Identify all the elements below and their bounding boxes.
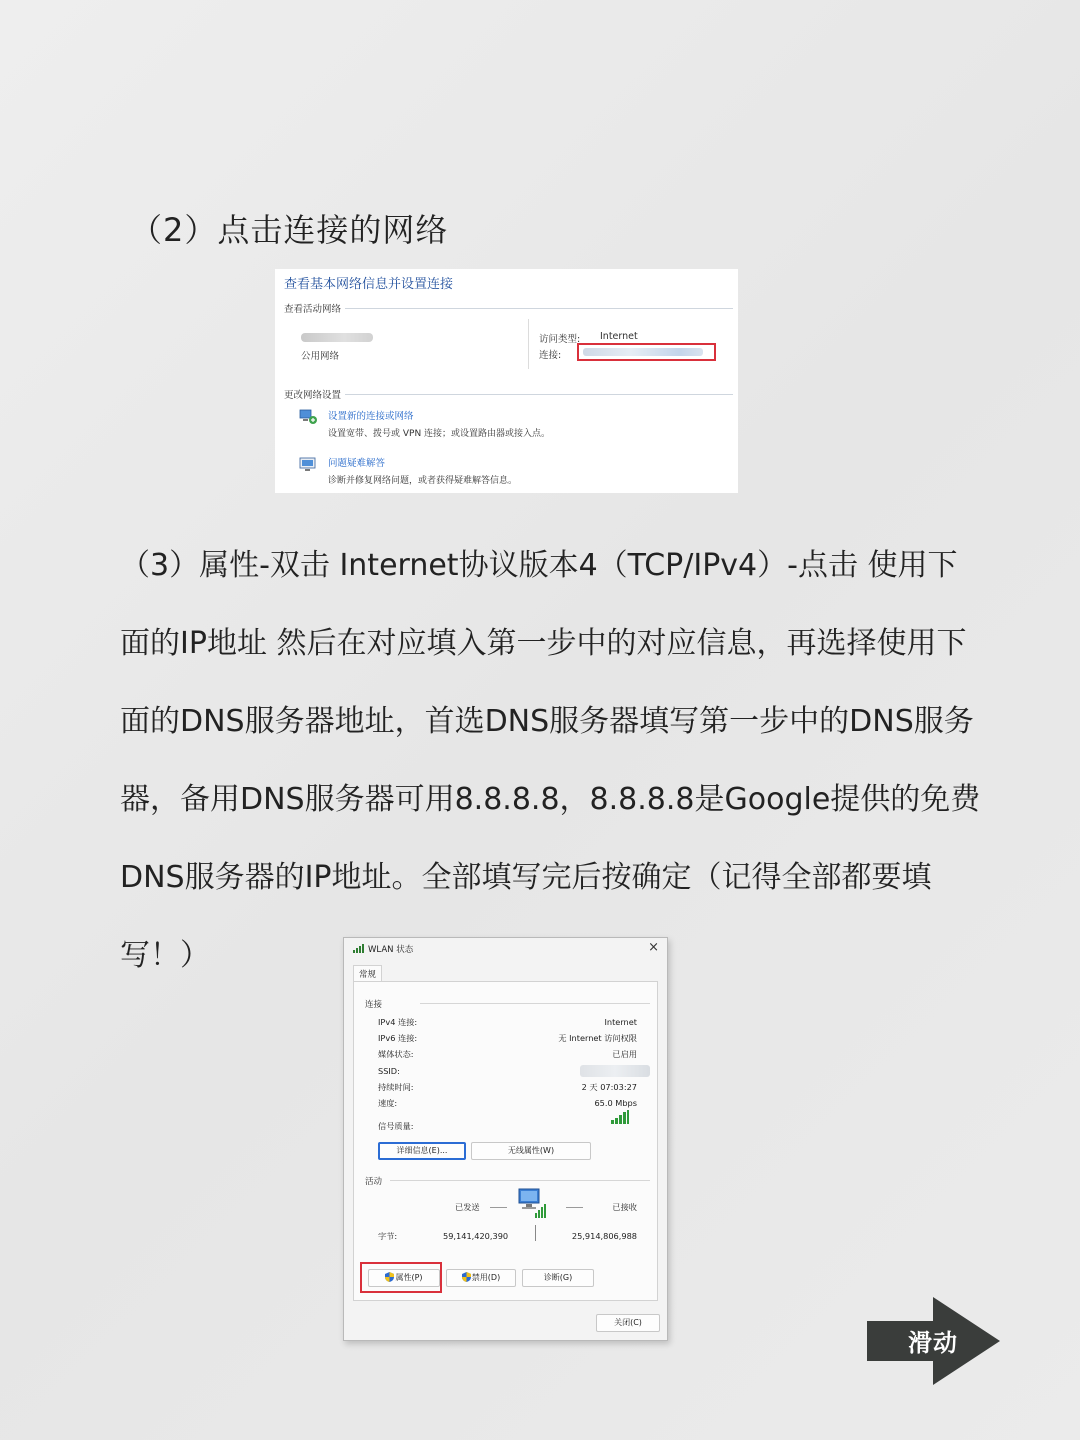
dialog-titlebar bbox=[344, 938, 667, 960]
wifi-signal-icon bbox=[352, 942, 364, 954]
network-center-header: 查看基本网络信息并设置连接 bbox=[284, 277, 454, 292]
ipv4-value: Internet bbox=[604, 1017, 637, 1027]
change-settings-label: 更改网络设置 bbox=[284, 390, 342, 401]
access-type-value: Internet bbox=[600, 331, 638, 342]
dialog-title: WLAN 状态 bbox=[368, 945, 414, 955]
network-name-redacted bbox=[301, 333, 373, 342]
connection-group-label: 连接 bbox=[365, 1000, 383, 1010]
media-status-label: 媒体状态: bbox=[378, 1049, 414, 1059]
vertical-divider bbox=[528, 319, 529, 369]
network-adapter-icon bbox=[515, 1187, 549, 1219]
bytes-divider bbox=[535, 1225, 536, 1241]
duration-value: 2 天 07:03:27 bbox=[581, 1082, 637, 1092]
details-button[interactable]: 详细信息(E)... bbox=[378, 1142, 466, 1160]
group-divider bbox=[390, 1180, 650, 1181]
activity-group-label: 活动 bbox=[365, 1177, 383, 1187]
new-connection-link[interactable]: 设置新的连接或网络 bbox=[328, 411, 414, 422]
network-setup-icon bbox=[298, 407, 320, 427]
new-connection-desc: 设置宽带、拨号或 VPN 连接；或设置路由器或接入点。 bbox=[328, 429, 551, 439]
wlan-status-dialog bbox=[343, 937, 668, 1341]
access-type-label: 访问类型: bbox=[539, 334, 581, 345]
properties-button-label: 属性(P) bbox=[395, 1273, 423, 1282]
instruction-line: 写！） bbox=[120, 938, 210, 973]
duration-label: 持续时间: bbox=[378, 1082, 414, 1092]
ipv6-label: IPv6 连接: bbox=[378, 1033, 418, 1043]
tab-general[interactable]: 常规 bbox=[353, 965, 382, 982]
signal-quality-label: 信号质量: bbox=[378, 1121, 414, 1131]
close-button[interactable]: 关闭(C) bbox=[596, 1314, 660, 1332]
general-panel bbox=[353, 981, 658, 1301]
network-center-screenshot bbox=[275, 269, 738, 493]
sent-line bbox=[490, 1207, 507, 1208]
active-networks-label: 查看活动网络 bbox=[284, 304, 342, 315]
network-type: 公用网络 bbox=[301, 351, 340, 362]
media-status-value: 已启用 bbox=[612, 1049, 637, 1059]
step2-title: （2）点击连接的网络 bbox=[130, 211, 449, 249]
instruction-line: 面的IP地址 然后在对应填入第一步中的对应信息，再选择使用下 bbox=[120, 626, 967, 661]
troubleshoot-desc: 诊断并修复网络问题，或者获得疑难解答信息。 bbox=[328, 476, 518, 486]
speed-value: 65.0 Mbps bbox=[594, 1098, 637, 1108]
uac-shield-icon bbox=[462, 1272, 471, 1282]
troubleshoot-icon bbox=[298, 455, 320, 475]
group-divider bbox=[420, 1003, 650, 1004]
wireless-properties-button[interactable]: 无线属性(W) bbox=[471, 1142, 591, 1160]
instruction-line: DNS服务器的IP地址。全部填写完后按确定（记得全部都要填 bbox=[120, 860, 932, 895]
diagnose-button[interactable]: 诊断(G) bbox=[522, 1269, 594, 1287]
ssid-value-redacted bbox=[580, 1065, 650, 1077]
section-divider bbox=[345, 394, 733, 395]
instruction-line: （3）属性-双击 Internet协议版本4（TCP/IPv4）-点击 使用下 bbox=[120, 548, 958, 583]
received-label: 已接收 bbox=[612, 1202, 637, 1212]
disable-button-label: 禁用(D) bbox=[471, 1273, 501, 1282]
signal-strength-icon bbox=[610, 1110, 630, 1124]
ipv6-value: 无 Internet 访问权限 bbox=[558, 1033, 637, 1043]
troubleshoot-link[interactable]: 问题疑难解答 bbox=[328, 458, 386, 469]
connection-label: 连接: bbox=[539, 350, 562, 361]
connection-highlight-box bbox=[577, 343, 716, 361]
bytes-label: 字节: bbox=[378, 1231, 398, 1241]
bytes-sent-value: 59,141,420,390 bbox=[443, 1231, 509, 1241]
disable-button[interactable] bbox=[446, 1269, 516, 1287]
instruction-line: 面的DNS服务器地址，首选DNS服务器填写第一步中的DNS服务 bbox=[120, 704, 974, 739]
swipe-label: 滑动 bbox=[908, 1329, 958, 1357]
ssid-label: SSID: bbox=[378, 1066, 400, 1076]
instruction-paragraph bbox=[120, 527, 1010, 995]
received-line bbox=[566, 1207, 583, 1208]
section-divider bbox=[345, 308, 733, 309]
instruction-line: 器，备用DNS服务器可用8.8.8.8，8.8.8.8是Google提供的免费 bbox=[120, 782, 981, 817]
properties-highlight-box bbox=[360, 1262, 442, 1293]
close-icon[interactable]: × bbox=[648, 940, 659, 955]
bytes-received-value: 25,914,806,988 bbox=[571, 1231, 637, 1241]
ipv4-label: IPv4 连接: bbox=[378, 1017, 418, 1027]
sent-label: 已发送 bbox=[455, 1202, 480, 1212]
speed-label: 速度: bbox=[378, 1098, 398, 1108]
